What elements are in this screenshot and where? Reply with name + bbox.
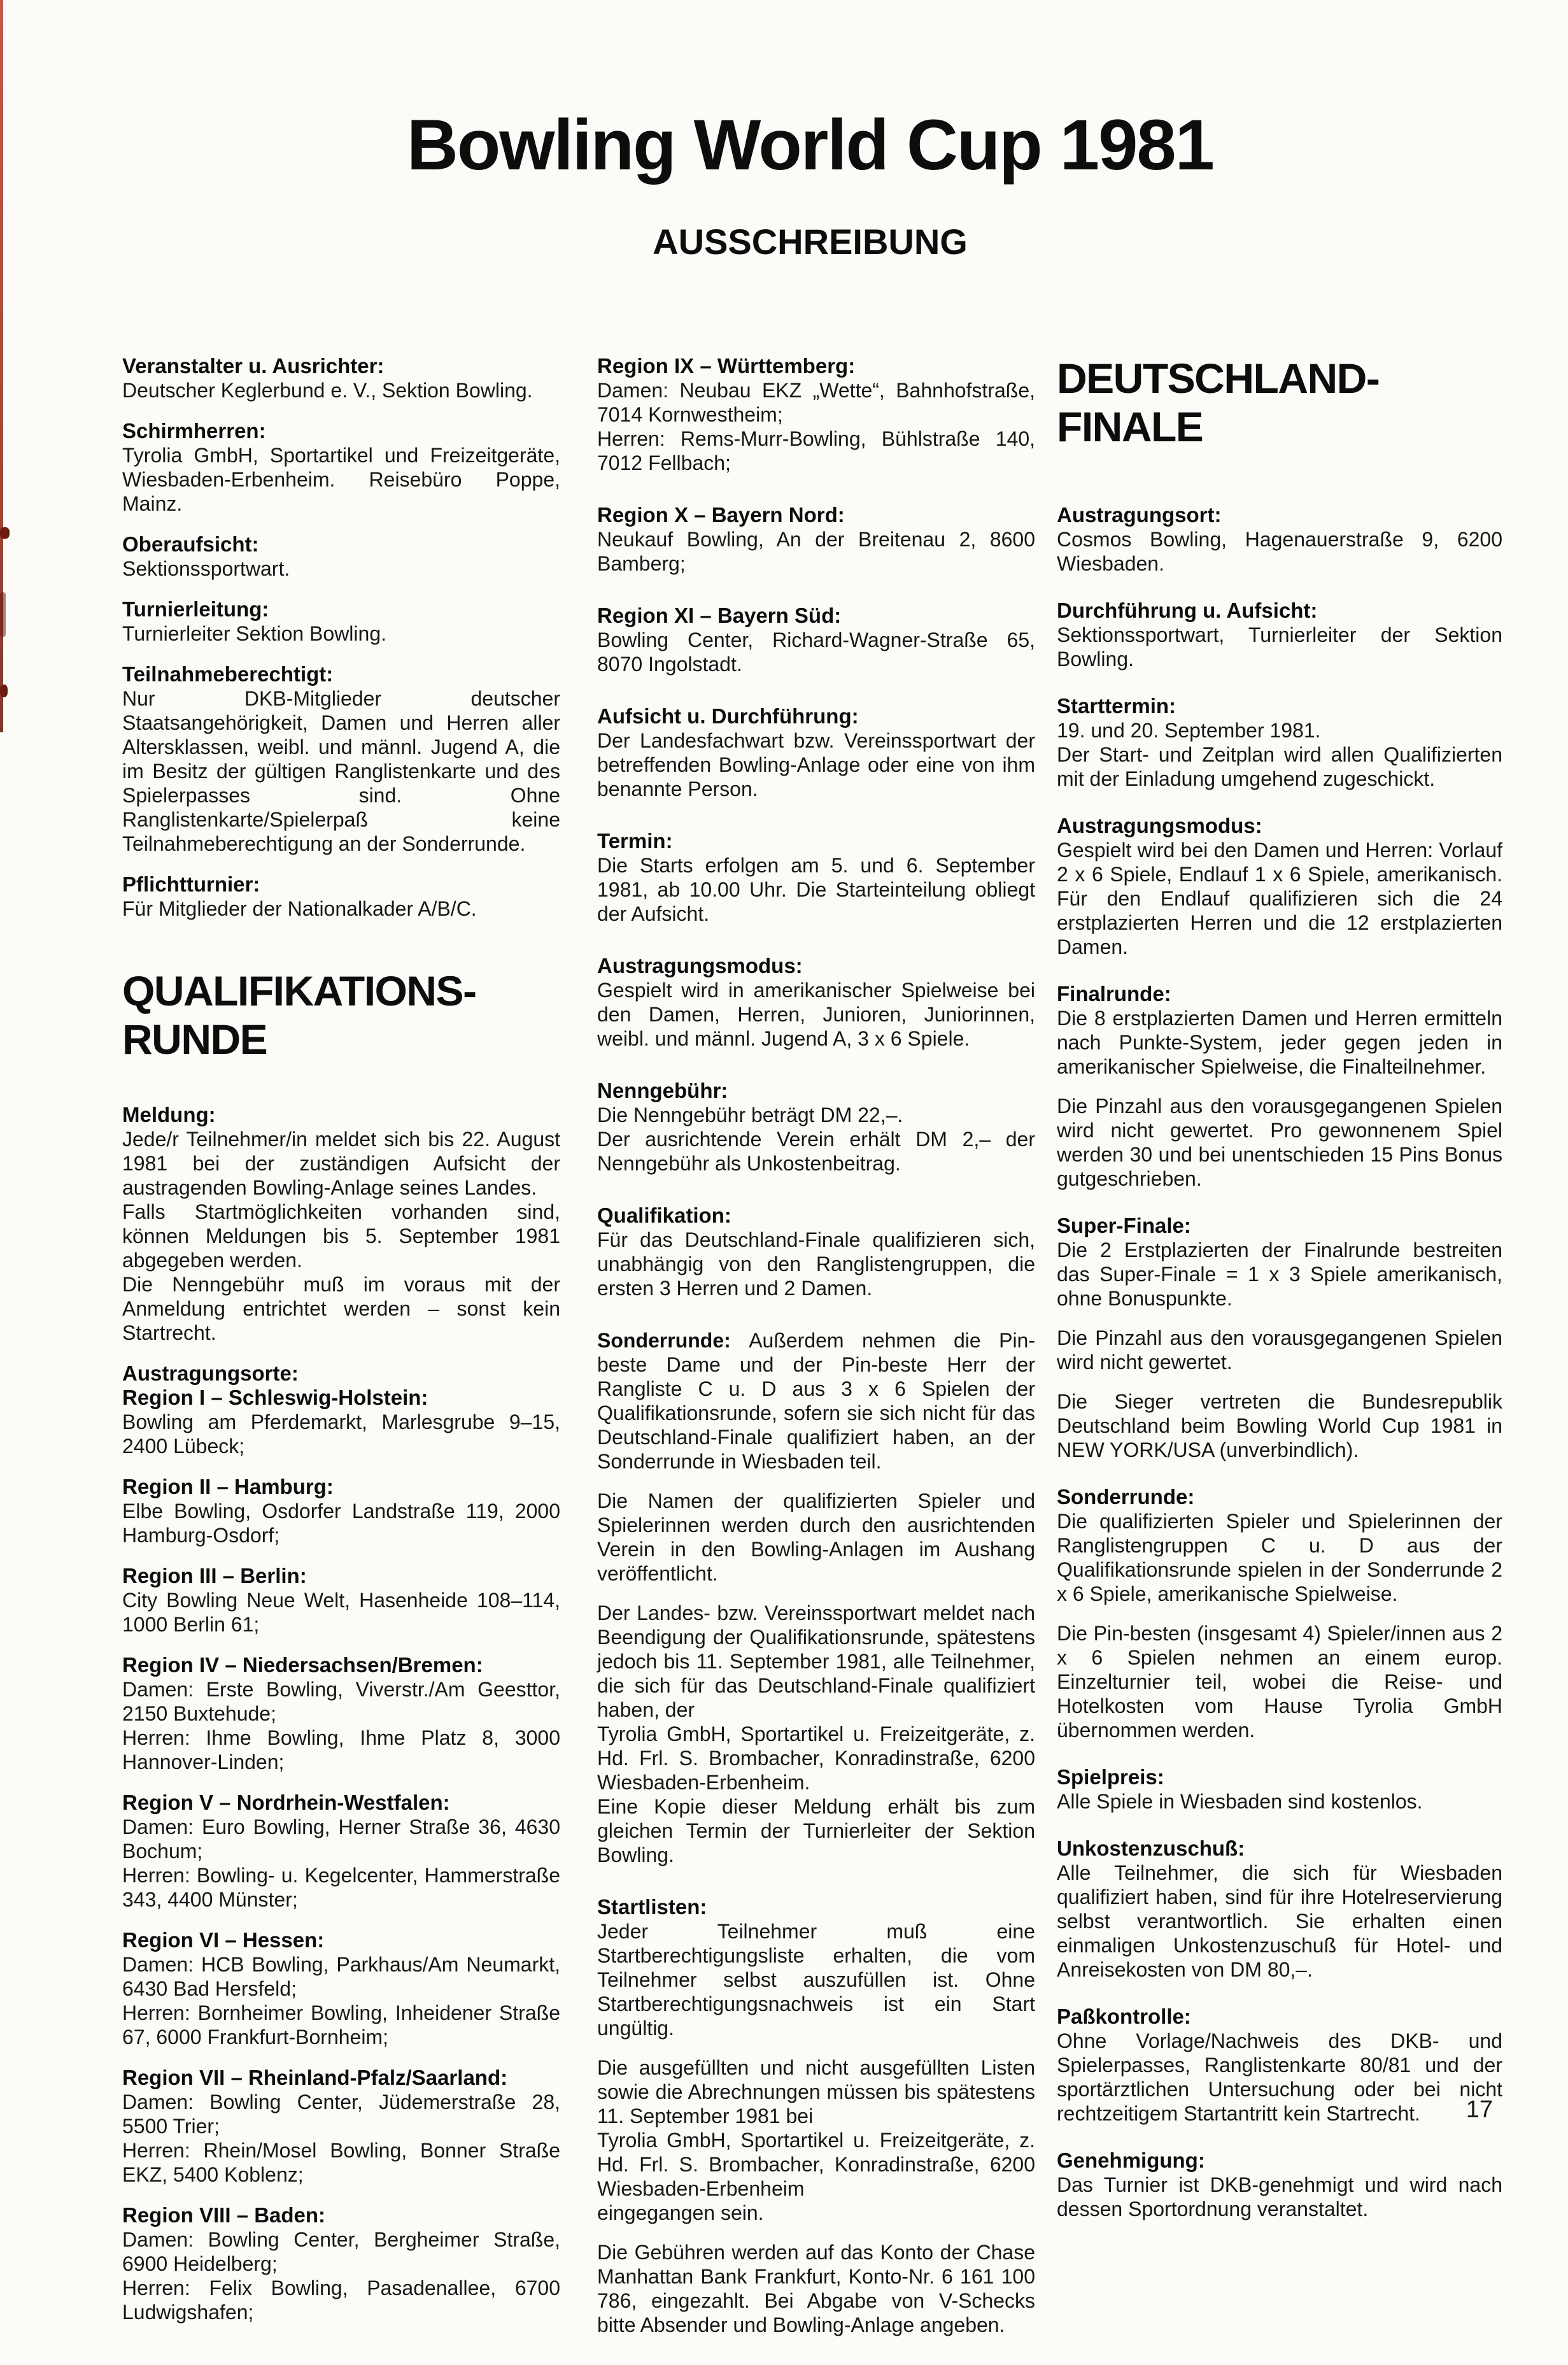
paragraph: Tyrolia GmbH, Sportartikel u. Freizeitgeräte, z. Hd. Frl. S. Brombacher, Konradinstraße, 6200 Wiesbaden-Erbenheim. xyxy=(597,1722,1035,1794)
paragraph: Damen: Bowling Center, Bergheimer Straße, 6900 Heidelberg; xyxy=(122,2228,560,2275)
paragraph: Für Mitglieder der Nationalkader A/B/C. xyxy=(122,897,477,920)
section xyxy=(597,829,1035,926)
paragraph: Sonderrunde: Außerdem nehmen die Pin-beste Dame und der Pin-beste Herr der Rangliste C u. D aus 3 x 6 Spielen der Qualifikationsrunde, sofern sie sich nicht für das Deutschland-Finale qualifiziert haben, an der Sonderrunde in Wiesbaden teil. xyxy=(597,1329,1036,1473)
paragraph: Bowling am Pferdemarkt, Marlesgrube 9–15, 2400 Lübeck; xyxy=(122,1410,560,1458)
section xyxy=(1057,1765,1502,1814)
paragraph: Eine Kopie dieser Meldung erhält bis zum gleichen Termin der Turnierleiter der Sektion Bowling. xyxy=(597,1795,1035,1866)
section xyxy=(122,532,560,581)
section-heading: Schirmherren: xyxy=(122,419,266,443)
paragraph: Die qualifizierten Spieler und Spielerinnen der Ranglistengruppen C u. D aus der Qualifikationsrunde spielen in der Sonderrunde 2 x 6 Spiele, amerikanische Spielweise. xyxy=(1057,1510,1502,1605)
section-heading: Qualifikation: xyxy=(597,1204,731,1227)
paragraph: Der Landesfachwart bzw. Vereinssportwart der betreffenden Bowling-Anlage oder eine von ihm benannte Person. xyxy=(597,729,1035,800)
paragraph: Herren: Bornheimer Bowling, Inheidener Straße 67, 6000 Frankfurt-Bornheim; xyxy=(122,2001,560,2049)
paragraph: Die Nenngebühr muß im voraus mit der Anmeldung entrichtet werden – sonst kein Startrecht. xyxy=(122,1273,560,1344)
section-heading: Austragungsmodus: xyxy=(597,954,803,977)
section xyxy=(1057,1485,1502,1742)
section xyxy=(122,597,560,646)
paragraph: Herren: Felix Bowling, Pasadenallee, 6700 Ludwigshafen; xyxy=(122,2276,560,2324)
scan-artifact-mark xyxy=(0,592,6,637)
section xyxy=(1057,503,1502,576)
paragraph: Ohne Vorlage/Nachweis des DKB- und Spielerpasses, Ranglistenkarte 80/81 und der sportärztlichen Untersuchung oder bei nicht rechtzeitigem Startantritt kein Startrecht. xyxy=(1057,2029,1502,2125)
paragraph: Alle Spiele in Wiesbaden sind kostenlos. xyxy=(1057,1790,1423,1813)
section xyxy=(1057,1214,1502,1462)
section xyxy=(122,1475,560,1547)
section-heading: Aufsicht u. Durchführung: xyxy=(597,704,859,728)
section-heading: Region IV – Niedersachsen/Bremen: xyxy=(122,1653,483,1677)
paragraph: eingegangen sein. xyxy=(597,2201,764,2224)
section-heading: Unkostenzuschuß: xyxy=(1057,1836,1245,1860)
section xyxy=(122,1653,560,1774)
section-heading: Austragungsorte: xyxy=(122,1361,299,1385)
section-heading: Spielpreis: xyxy=(1057,1765,1164,1789)
section-heading: Durchführung u. Aufsicht: xyxy=(1057,599,1318,622)
section xyxy=(1057,2005,1502,2126)
section-heading: Region VIII – Baden: xyxy=(122,2203,326,2227)
section xyxy=(122,2066,560,2187)
paragraph: Die 8 erstplazierten Damen und Herren ermitteln nach Punkte-System, jeder gegen jeden in amerikanischer Spielweise, die Finalteilnehmer. xyxy=(1057,1007,1502,1078)
paragraph: Herren: Bowling- u. Kegelcenter, Hammerstraße 343, 4400 Münster; xyxy=(122,1864,560,1911)
section xyxy=(122,1564,560,1637)
section xyxy=(597,1204,1035,1300)
column-right xyxy=(1057,354,1502,2365)
section xyxy=(597,503,1035,576)
paragraph: Deutscher Keglerbund e. V., Sektion Bowling. xyxy=(122,379,533,402)
paragraph: Elbe Bowling, Osdorfer Landstraße 119, 2000 Hamburg-Osdorf; xyxy=(122,1500,560,1547)
paragraph: Für das Deutschland-Finale qualifizieren sich, unabhängig von den Ranglistengruppen, die ersten 3 Herren und 2 Damen. xyxy=(597,1228,1035,1300)
section xyxy=(1057,982,1502,1191)
section-heading: Starttermin: xyxy=(1057,694,1176,718)
section-heading: Termin: xyxy=(597,829,673,853)
section xyxy=(1057,694,1502,791)
section-heading: Region X – Bayern Nord: xyxy=(597,503,845,527)
section-heading: Region II – Hamburg: xyxy=(122,1475,334,1498)
section-heading-runin: Sonderrunde: xyxy=(597,1329,749,1352)
column-heading: QUALIFIKATIONS- RUNDE xyxy=(122,967,476,1063)
section xyxy=(122,1791,560,1912)
paragraph: Falls Startmöglichkeiten vorhanden sind, können Meldungen bis 5. September 1981 abgegeben werden. xyxy=(122,1200,560,1272)
section-heading: Region VII – Rheinland-Pfalz/Saarland: xyxy=(122,2066,508,2089)
paragraph: Die 2 Erstplazierten der Finalrunde bestreiten das Super-Finale = 1 x 3 Spiele amerikanisch, ohne Bonuspunkte. xyxy=(1057,1239,1502,1310)
section xyxy=(597,354,1035,475)
section xyxy=(122,662,560,856)
section xyxy=(1057,1836,1502,1982)
paragraph: Der Start- und Zeitplan wird allen Qualifizierten mit der Einladung umgehend zugeschickt. xyxy=(1057,743,1502,790)
section xyxy=(597,954,1035,1051)
section xyxy=(597,1895,1035,2337)
section xyxy=(122,1386,560,1458)
paragraph: Die Nenngebühr beträgt DM 22,–. xyxy=(597,1104,903,1126)
column-middle xyxy=(597,354,1035,2365)
section-heading: Super-Finale: xyxy=(1057,1214,1191,1237)
scan-artifact-mark xyxy=(0,685,8,697)
paragraph: Herren: Rhein/Mosel Bowling, Bonner Straße EKZ, 5400 Koblenz; xyxy=(122,2139,560,2186)
paragraph: Neukauf Bowling, An der Breitenau 2, 8600 Bamberg; xyxy=(597,528,1035,575)
section-heading: Finalrunde: xyxy=(1057,982,1171,1005)
paragraph: Nur DKB-Mitglieder deutscher Staatsangehörigkeit, Damen und Herren aller Altersklassen, weibl. und männl. Jugend A, die im Besitz der gültigen Ranglistenkarte und des Spielerpasses sind. Ohne Ranglistenkarte/Spielerpaß keine Teilnahmeberechtigung an der Sonderrunde. xyxy=(122,687,560,855)
section xyxy=(122,419,560,516)
section xyxy=(597,604,1035,676)
paragraph: Herren: Rems-Murr-Bowling, Bühlstraße 140, 7012 Fellbach; xyxy=(597,427,1035,474)
paragraph: 19. und 20. September 1981. xyxy=(1057,719,1321,742)
column-left xyxy=(122,354,560,2365)
section-heading: Sonderrunde: xyxy=(1057,1485,1195,1509)
paragraph: Sektionssportwart. xyxy=(122,557,290,580)
document-title: Bowling World Cup 1981 xyxy=(407,105,1213,185)
section xyxy=(122,1361,560,1386)
section-heading: Region VI – Hessen: xyxy=(122,1928,325,1952)
paragraph: Damen: Neubau EKZ „Wette“, Bahnhofstraße, 7014 Kornwestheim; xyxy=(597,379,1035,426)
section-heading: Teilnahmeberechtigt: xyxy=(122,662,334,686)
document-subtitle: AUSSCHREIBUNG xyxy=(653,222,968,262)
paragraph: Gespielt wird bei den Damen und Herren: Vorlauf 2 x 6 Spiele, Endlauf 1 x 6 Spiele, amerikanisch. Für den Endlauf qualifizieren sich die 24 erstplazierten Herren und die 12 erstplazierten Damen. xyxy=(1057,839,1502,958)
section-heading: Veranstalter u. Ausrichter: xyxy=(122,354,385,378)
paragraph: Gespielt wird in amerikanischer Spielweise bei den Damen, Herren, Junioren, Juniorinnen, weibl. und männl. Jugend A, 3 x 6 Spiele. xyxy=(597,979,1035,1050)
paragraph: Turnierleiter Sektion Bowling. xyxy=(122,622,386,645)
paragraph: Der ausrichtende Verein erhält DM 2,– der Nenngebühr als Unkostenbeitrag. xyxy=(597,1128,1035,1175)
section-heading: Region III – Berlin: xyxy=(122,1564,307,1587)
section-heading: Startlisten: xyxy=(597,1895,707,1919)
column-heading: DEUTSCHLAND- FINALE xyxy=(1057,355,1380,450)
paragraph: Bowling Center, Richard-Wagner-Straße 65, 8070 Ingolstadt. xyxy=(597,629,1035,676)
paragraph: Die Pinzahl aus den vorausgegangenen Spielen wird nicht gewertet. Pro gewonnenem Spiel werden 30 und bei unentschieden 15 Pins Bonus gutgeschrieben. xyxy=(1057,1095,1502,1190)
scan-artifact-mark xyxy=(0,527,10,539)
section xyxy=(122,354,560,402)
paragraph: Sektionssportwart, Turnierleiter der Sektion Bowling. xyxy=(1057,623,1502,671)
section xyxy=(1057,814,1502,959)
section-heading: Region V – Nordrhein-Westfalen: xyxy=(122,1791,450,1814)
document-header xyxy=(122,107,1498,261)
section xyxy=(122,1103,560,1345)
paragraph: Damen: Euro Bowling, Herner Straße 36, 4630 Bochum; xyxy=(122,1815,560,1863)
section-heading: Region XI – Bayern Süd: xyxy=(597,604,842,627)
section-heading: Genehmigung: xyxy=(1057,2148,1205,2172)
section-heading: Turnierleitung: xyxy=(122,597,269,621)
section-heading: Austragungsmodus: xyxy=(1057,814,1262,837)
paragraph: Die Sieger vertreten die Bundesrepublik Deutschland beim Bowling World Cup 1981 in NEW YORK/USA (unverbindlich). xyxy=(1057,1390,1502,1461)
section-heading: Meldung: xyxy=(122,1103,216,1126)
section xyxy=(1057,599,1502,671)
section xyxy=(1057,2148,1502,2221)
paragraph: Der Landes- bzw. Vereinssportwart meldet nach Beendigung der Qualifikationsrunde, spätestens jedoch bis 11. September 1981, alle Teilnehmer, die sich für das Deutschland-Finale qualifiziert haben, der xyxy=(597,1602,1035,1721)
paragraph: Die Starts erfolgen am 5. und 6. September 1981, ab 10.00 Uhr. Die Starteinteilung obliegt der Aufsicht. xyxy=(597,854,1035,925)
section-heading: Nenngebühr: xyxy=(597,1079,728,1102)
section xyxy=(122,1928,560,2049)
paragraph: Die Gebühren werden auf das Konto der Chase Manhattan Bank Frankfurt, Konto-Nr. 6 161 100 786, eingezahlt. Bei Abgabe von V-Schecks bitte Absender und Bowling-Anlage angeben. xyxy=(597,2241,1035,2336)
paragraph: Alle Teilnehmer, die sich für Wiesbaden qualifiziert haben, sind für ihre Hotelreservierung selbst verantwortlich. Sie erhalten einen einmaligen Unkostenzuschuß für Hotel- und Anreisekosten von DM 80,–. xyxy=(1057,1861,1502,1981)
section-heading: Region I – Schleswig-Holstein: xyxy=(122,1386,428,1409)
paragraph: Jede/r Teilnehmer/in meldet sich bis 22. August 1981 bei der zuständigen Aufsicht der austragenden Bowling-Anlage seines Landes. xyxy=(122,1128,560,1199)
page-number: 17 xyxy=(1466,2096,1493,2123)
paragraph: Die Namen der qualifizierten Spieler und Spielerinnen werden durch den ausrichtenden Verein in den Bowling-Anlagen im Aushang veröffentlicht. xyxy=(597,1489,1035,1585)
section-heading: Oberaufsicht: xyxy=(122,532,259,556)
paragraph: Das Turnier ist DKB-genehmigt und wird nach dessen Sportordnung veranstaltet. xyxy=(1057,2173,1502,2220)
section xyxy=(597,1079,1035,1175)
paragraph: Damen: HCB Bowling, Parkhaus/Am Neumarkt, 6430 Bad Hersfeld; xyxy=(122,1953,560,2000)
section xyxy=(122,2203,560,2324)
paragraph: Die ausgefüllten und nicht ausgefüllten Listen sowie die Abrechnungen müssen bis spätestens 11. September 1981 bei xyxy=(597,2056,1035,2127)
paragraph: Cosmos Bowling, Hagenauerstraße 9, 6200 Wiesbaden. xyxy=(1057,528,1502,575)
paragraph: Tyrolia GmbH, Sportartikel und Freizeitgeräte, Wiesbaden-Erbenheim. Reisebüro Poppe, Mainz. xyxy=(122,444,560,515)
paragraph: Tyrolia GmbH, Sportartikel u. Freizeitgeräte, z. Hd. Frl. S. Brombacher, Konradinstraße, 6200 Wiesbaden-Erbenheim xyxy=(597,2129,1035,2200)
paragraph: Die Pin-besten (insgesamt 4) Spieler/innen aus 2 x 6 Spielen nehmen an einem europ. Einzelturnier teil, wobei die Reise- und Hotelkosten vom Hause Tyrolia GmbH übernommen werden. xyxy=(1057,1622,1502,1742)
paragraph: Die Pinzahl aus den vorausgegangenen Spielen wird nicht gewertet. xyxy=(1057,1326,1502,1374)
section xyxy=(597,704,1035,801)
paragraph: Herren: Ihme Bowling, Ihme Platz 8, 3000 Hannover-Linden; xyxy=(122,1726,560,1773)
section-heading: Pflichtturnier: xyxy=(122,872,260,896)
paragraph: City Bowling Neue Welt, Hasenheide 108–114, 1000 Berlin 61; xyxy=(122,1589,560,1636)
section xyxy=(597,1328,1035,1867)
paragraph: Damen: Erste Bowling, Viverstr./Am Geesttor, 2150 Buxtehude; xyxy=(122,1678,560,1725)
content-columns xyxy=(122,354,1502,2365)
section-heading: Paßkontrolle: xyxy=(1057,2005,1191,2028)
paragraph: Damen: Bowling Center, Jüdemerstraße 28, 5500 Trier; xyxy=(122,2091,560,2138)
paragraph: Jeder Teilnehmer muß eine Startberechtigungsliste erhalten, die vom Teilnehmer selbst auszufüllen ist. Ohne Startberechtigungsnachweis ist ein Start ungültig. xyxy=(597,1920,1035,2040)
section-heading: Region IX – Württemberg: xyxy=(597,354,856,378)
section xyxy=(122,872,560,921)
section-heading: Austragungsort: xyxy=(1057,503,1222,527)
